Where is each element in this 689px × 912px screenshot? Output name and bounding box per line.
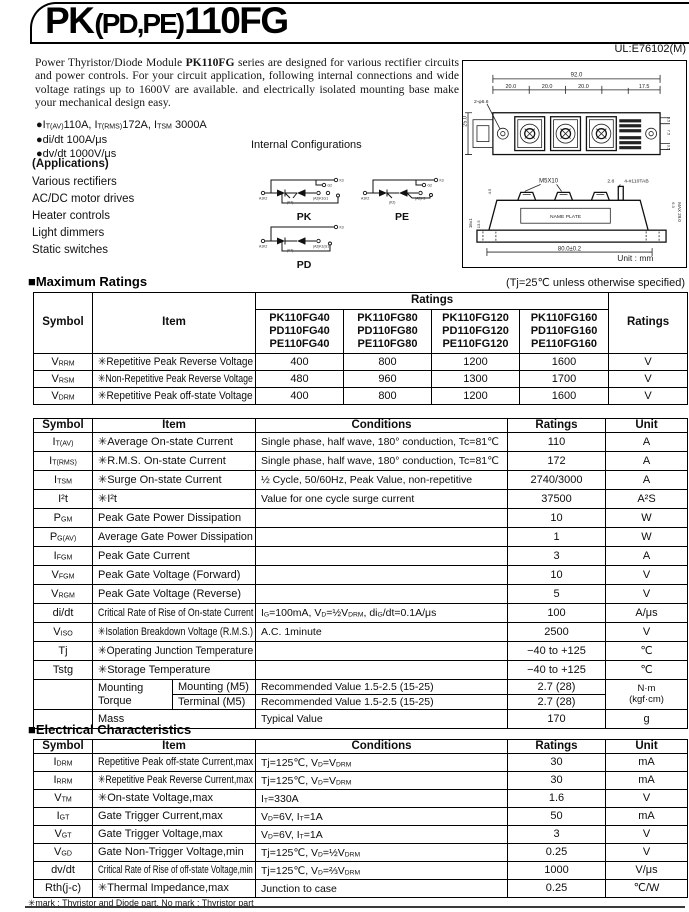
conditions-cell: Single phase, half wave, 180° conduction, Tc=81℃ xyxy=(256,452,508,471)
electrical-row xyxy=(34,844,688,862)
col-symbol: Symbol xyxy=(34,419,93,433)
electrical-row xyxy=(34,808,688,826)
conditions-cell: Tj=125℃, $V_D=V_{DRM}$ xyxy=(256,754,508,772)
ratings-cell: 2.7 (28) xyxy=(508,695,606,710)
dim-pitch-1: 20.0 xyxy=(505,83,517,90)
item-cell: ✳R.M.S. On-state Current xyxy=(93,452,256,471)
symbol-cell: dv/dt xyxy=(34,862,93,880)
electrical-row xyxy=(34,826,688,844)
conditions-cell: $V_D=6V$, $I_T=1A$ xyxy=(256,808,508,826)
ratings-cell: 1000 xyxy=(508,862,606,880)
ratings-cell: 2740/3000 xyxy=(508,471,606,490)
electrical-characteristics-header-row xyxy=(28,722,685,737)
unit-cell: V xyxy=(606,623,688,642)
ratings-row xyxy=(34,452,688,471)
ratings-cell: 5 xyxy=(508,585,606,604)
pk-terminal-top2-label: G2 xyxy=(327,183,333,188)
item-cell: ✳Storage Temperature xyxy=(93,661,256,680)
pd-terminal-right-label: (A2)K1(G1) xyxy=(313,244,331,249)
pe-circuit-diagram xyxy=(360,175,448,213)
symbol-cell: $I_{T(RMS)}$ xyxy=(34,452,93,471)
intro-paragraph: Power Thyristor/Diode Module PK110FG series are designed for various rectifier circuits and power controls. For your circuit application, following internal connections and wide voltage ratings up to 1600V are available. and electrically isolated mounting base make your mechanical design easy. xyxy=(35,56,459,110)
pd-terminal-top-label: K3 xyxy=(339,225,344,230)
ratings-cell: 170 xyxy=(508,710,606,729)
dim-overall-width: 92.0 xyxy=(570,72,583,79)
dim-right-4: 6.3 xyxy=(671,202,677,208)
dim-base-width: 80.0±0.2 xyxy=(557,246,582,253)
pd-terminal-mid-label: (K2) xyxy=(287,248,294,253)
item-cell: Repetitive Peak off-state Current,max xyxy=(93,754,256,772)
item-cell: ✳I²t xyxy=(93,490,256,509)
pk-terminal-left-label: A1K2 xyxy=(259,196,268,201)
ratings-row xyxy=(34,623,688,642)
conditions-cell: $I_T=330A$ xyxy=(256,790,508,808)
conditions-cell xyxy=(256,547,508,566)
symbol-cell: Tstg xyxy=(34,661,93,680)
symbol-cell: $I_{GT}$ xyxy=(34,808,93,826)
ratings-cell: 1.6 xyxy=(508,790,606,808)
outline-svg xyxy=(463,61,684,265)
pe-terminal-top2-label: G2 xyxy=(427,183,433,188)
ratings-cell: 30 xyxy=(508,754,606,772)
ul-file-number: UL:E76102(M) xyxy=(614,43,686,55)
ratings-cell: 50 xyxy=(508,808,606,826)
ratings-cell: 100 xyxy=(508,604,606,623)
item-cell: ✳On-state Voltage,max xyxy=(93,790,256,808)
conditions-cell: Tj=125℃, $V_D=\frac{1}{2}V_{DRM}$ xyxy=(256,844,508,862)
title-band xyxy=(30,2,689,44)
pe-diagram-label: PE xyxy=(394,211,409,223)
unit-cell: V xyxy=(609,388,688,405)
maximum-ratings-title: ■Maximum Ratings xyxy=(28,274,148,289)
col-ratings: Ratings xyxy=(508,740,606,754)
item-cell: Gate Non-Trigger Voltage,min xyxy=(93,844,256,862)
unit-cell: W xyxy=(606,528,688,547)
max-ratings-row xyxy=(34,388,688,405)
symbol-cell: $V_{RSM}$ xyxy=(34,371,93,388)
unit-cell: mA xyxy=(606,754,688,772)
ratings-row xyxy=(34,509,688,528)
unit-cell: g xyxy=(606,710,688,729)
item-cell: Mass xyxy=(93,710,256,729)
maximum-ratings-header-row xyxy=(28,274,685,289)
unit-cell: V xyxy=(609,371,688,388)
ratings-cell: 172 xyxy=(508,452,606,471)
ratings-cell: 37500 xyxy=(508,490,606,509)
symbol-cell-empty xyxy=(34,680,93,710)
col-ratings-group: Ratings xyxy=(256,293,609,310)
conditions-cell xyxy=(256,509,508,528)
ratings-row xyxy=(34,547,688,566)
unit-cell: V xyxy=(606,826,688,844)
col-item: Item xyxy=(93,293,256,354)
item-cell: Peak Gate Voltage (Reverse) xyxy=(93,585,256,604)
unit-cell: A xyxy=(606,433,688,452)
ratings-row xyxy=(34,585,688,604)
ratings-cell: 3 xyxy=(508,826,606,844)
item-cell: ✳Surge On-state Current xyxy=(93,471,256,490)
dim-left-3: 13.5 xyxy=(475,220,481,229)
dim-tab-offset: 17.5 xyxy=(638,83,650,90)
maximum-ratings-table xyxy=(33,292,688,405)
ratings-cell: 0.25 xyxy=(508,880,606,898)
value-cell: 1600 xyxy=(520,354,609,371)
ratings-cell: 10 xyxy=(508,566,606,585)
conditions-cell: Single phase, half wave, 180° conduction, Tc=81℃ xyxy=(256,433,508,452)
pk-terminal-mid-label: (K2) xyxy=(287,200,294,205)
item-cell: ✳Average On-state Current xyxy=(93,433,256,452)
application-item: AC/DC motor drives xyxy=(32,193,135,205)
col-conditions: Conditions xyxy=(256,740,508,754)
pe-terminal-mid-label: (K2) xyxy=(389,200,396,205)
value-cell: 400 xyxy=(256,354,344,371)
internal-configurations-heading: Internal Configurations xyxy=(251,139,362,151)
item-cell: ✳Repetitive Peak Reverse Current,max xyxy=(93,772,256,790)
ratings-cell: −40 to +125 xyxy=(508,642,606,661)
item-cell: Critical Rate of Rise of On-state Current xyxy=(93,604,256,623)
ratings-row xyxy=(34,528,688,547)
symbol-cell: $I_{RRM}$ xyxy=(34,772,93,790)
symbol-cell: $V_{GT}$ xyxy=(34,826,93,844)
page-title xyxy=(45,0,288,42)
symbol-cell: $V_{ISO}$ xyxy=(34,623,93,642)
unit-cell: V xyxy=(606,844,688,862)
dim-right-1: 3.5 xyxy=(666,116,672,123)
unit-cell: N·m (kgf·cm) xyxy=(606,680,688,710)
value-cell: 800 xyxy=(344,388,432,405)
item-cell: Gate Trigger Voltage,max xyxy=(93,826,256,844)
unit-cell: ℃ xyxy=(606,642,688,661)
model-group-cell: PK110FG160 PD110FG160 PE110FG160 xyxy=(520,310,609,354)
col-conditions: Conditions xyxy=(256,419,508,433)
conditions-cell: $V_D=6V$, $I_T=1A$ xyxy=(256,826,508,844)
symbol-cell: $I_{DRM}$ xyxy=(34,754,93,772)
symbol-cell: $V_{RRM}$ xyxy=(34,354,93,371)
pk-diagram-label: PK xyxy=(296,211,312,223)
col-symbol: Symbol xyxy=(34,293,93,354)
electrical-row xyxy=(34,862,688,880)
conditions-cell: Recommended Value 1.5-2.5 (15-25) xyxy=(256,695,508,710)
torque-sub-cell: Mounting (M5) xyxy=(173,680,256,695)
pk-circuit-diagram xyxy=(258,175,350,213)
dim-tab-thickness: 2.8 xyxy=(607,179,615,185)
dim-pitch-2: 20.0 xyxy=(541,83,553,90)
unit-cell: V xyxy=(609,354,688,371)
item-cell: ✳Repetitive Peak off-state Voltage xyxy=(93,388,256,405)
item-cell: Gate Trigger Current,max xyxy=(93,808,256,826)
conditions-cell: Tj=125℃, $V_D=\frac{2}{3}V_{DRM}$ xyxy=(256,862,508,880)
model-group-cell: PK110FG120 PD110FG120 PE110FG120 xyxy=(432,310,520,354)
conditions-cell: $I_G=100mA$, $V_D=\frac{1}{2}V_{DRM}$, $di_G/dt=0.1A/\mu s$ xyxy=(256,604,508,623)
dim-screw: M5X10 xyxy=(539,178,559,185)
col-item: Item xyxy=(93,419,256,433)
symbol-cell: $P_{GM}$ xyxy=(34,509,93,528)
conditions-cell: Tj=125℃, $V_D=V_{DRM}$ xyxy=(256,772,508,790)
value-cell: 400 xyxy=(256,388,344,405)
symbol-cell: I²t xyxy=(34,490,93,509)
mounting-torque-row xyxy=(34,680,688,695)
value-cell: 1700 xyxy=(520,371,609,388)
value-cell: 1600 xyxy=(520,388,609,405)
ratings-row xyxy=(34,490,688,509)
bottom-rule xyxy=(25,906,685,908)
dim-right-2: 7.5 xyxy=(666,129,672,136)
ratings-row xyxy=(34,642,688,661)
max-ratings-row xyxy=(34,354,688,371)
torque-sub-cell: Terminal (M5) xyxy=(173,695,256,710)
item-cell: Peak Gate Voltage (Forward) xyxy=(93,566,256,585)
pd-terminal-left-label: A1K2 xyxy=(259,244,268,249)
unit-cell: A xyxy=(606,471,688,490)
ratings-table xyxy=(33,418,688,729)
col-ratings: Ratings xyxy=(508,419,606,433)
title-suffix: 110FG xyxy=(184,0,288,41)
ratings-row xyxy=(34,433,688,452)
ratings-cell: 110 xyxy=(508,433,606,452)
conditions-cell: Value for one cycle surge current xyxy=(256,490,508,509)
dim-left-1: 4.5 xyxy=(486,188,492,195)
package-outline-drawing xyxy=(462,60,687,268)
electrical-characteristics-title: ■Electrical Characteristics xyxy=(28,722,192,737)
col-unit: Unit xyxy=(606,419,688,433)
symbol-cell: di/dt xyxy=(34,604,93,623)
electrical-row xyxy=(34,880,688,898)
unit-cell: V/μs xyxy=(606,862,688,880)
pk-terminal-right-label: (A2)K1G1 xyxy=(313,196,329,201)
conditions-cell xyxy=(256,528,508,547)
unit-cell: mA xyxy=(606,772,688,790)
item-cell: Average Gate Power Dissipation xyxy=(93,528,256,547)
ratings-row xyxy=(34,604,688,623)
pe-terminal-left-label: A1K2 xyxy=(361,196,370,201)
feature-bullet: $●I_{T(AV)}110A$, $I_{T(RMS)}172A$, $I_{TSM}$ 3000A xyxy=(36,119,207,131)
ratings-cell: −40 to +125 xyxy=(508,661,606,680)
symbol-cell: $V_{TM}$ xyxy=(34,790,93,808)
conditions-cell: Recommended Value 1.5-2.5 (15-25) xyxy=(256,680,508,695)
pe-terminal-top-label: K3 xyxy=(439,178,444,183)
ratings-cell: 3 xyxy=(508,547,606,566)
value-cell: 960 xyxy=(344,371,432,388)
applications-list xyxy=(32,174,134,259)
title-prefix: PK xyxy=(45,0,94,41)
feature-bullets xyxy=(36,119,207,162)
dim-right-5: MAX 29.0 xyxy=(676,202,682,222)
title-paren: (PD,PE) xyxy=(94,8,184,39)
unit-cell: A xyxy=(606,547,688,566)
dim-depth: 25.0 xyxy=(463,116,469,127)
conditions-cell xyxy=(256,642,508,661)
symbol-cell: $V_{RGM}$ xyxy=(34,585,93,604)
dim-hole-callout: 2-φ6.6 xyxy=(473,99,489,105)
col-item: Item xyxy=(93,740,256,754)
ratings-cell: 2.7 (28) xyxy=(508,680,606,695)
dim-pitch-3: 20.0 xyxy=(578,83,589,90)
pd-diagram-label: PD xyxy=(296,259,312,271)
applications-heading: (Applications) xyxy=(32,158,109,170)
model-group-cell: PK110FG80 PD110FG80 PE110FG80 xyxy=(344,310,432,354)
dim-right-3: 3.5 xyxy=(666,144,672,151)
model-group-cell: PK110FG40 PD110FG40 PE110FG40 xyxy=(256,310,344,354)
unit-cell: V xyxy=(606,566,688,585)
footnote: ✳mark : Thyristor and Diode part. No mark : Thyristor part xyxy=(28,898,254,908)
ratings-row xyxy=(34,661,688,680)
dim-tab-callout: 4-#110TAB xyxy=(624,179,649,185)
ratings-row xyxy=(34,471,688,490)
value-cell: 1200 xyxy=(432,388,520,405)
feature-bullet: ●di/dt 100A/μs xyxy=(36,134,108,147)
unit-cell: mA xyxy=(606,808,688,826)
ratings-cell: 0.25 xyxy=(508,844,606,862)
unit-note: Unit : mm xyxy=(617,253,654,264)
item-cell: Peak Gate Power Dissipation xyxy=(93,509,256,528)
pd-circuit-diagram xyxy=(258,221,350,261)
dim-left-2: 16±1 xyxy=(467,218,473,229)
conditions-cell: Junction to case xyxy=(256,880,508,898)
col-unit: Unit xyxy=(606,740,688,754)
conditions-cell xyxy=(256,661,508,680)
conditions-cell: ½ Cycle, 50/60Hz, Peak Value, non-repetitive xyxy=(256,471,508,490)
torque-group-cell: Mounting Torque xyxy=(93,680,173,710)
item-cell: ✳Repetitive Peak Reverse Voltage xyxy=(93,354,256,371)
symbol-cell: $I_{TSM}$ xyxy=(34,471,93,490)
condition-note: (Tj=25℃ unless otherwise specified) xyxy=(506,277,685,289)
pe-terminal-right-label: (A2)K1 xyxy=(415,196,426,201)
symbol-cell: $V_{GD}$ xyxy=(34,844,93,862)
electrical-row xyxy=(34,754,688,772)
pk-terminal-top-label: K3 xyxy=(339,178,344,183)
item-cell: ✳Non-Repetitive Peak Reverse Voltage xyxy=(93,371,256,388)
electrical-row xyxy=(34,790,688,808)
name-plate-label: NAME PLATE xyxy=(549,215,582,221)
ratings-cell: 10 xyxy=(508,509,606,528)
ratings-cell: 30 xyxy=(508,772,606,790)
unit-cell: A/μs xyxy=(606,604,688,623)
symbol-cell: $P_{G(AV)}$ xyxy=(34,528,93,547)
symbol-cell: $V_{FGM}$ xyxy=(34,566,93,585)
unit-cell: ℃/W xyxy=(606,880,688,898)
item-cell: Critical Rate of Rise of off-state Voltage,min xyxy=(93,862,256,880)
symbol-cell: $I_{FGM}$ xyxy=(34,547,93,566)
max-ratings-row xyxy=(34,371,688,388)
unit-cell: ℃ xyxy=(606,661,688,680)
conditions-cell: Typical Value xyxy=(256,710,508,729)
conditions-cell xyxy=(256,566,508,585)
item-cell: Peak Gate Current xyxy=(93,547,256,566)
value-cell: 1300 xyxy=(432,371,520,388)
symbol-cell: $V_{DRM}$ xyxy=(34,388,93,405)
symbol-cell: Rth(j-c) xyxy=(34,880,93,898)
ratings-cell: 1 xyxy=(508,528,606,547)
unit-cell: A xyxy=(606,452,688,471)
item-cell: ✳Isolation Breakdown Voltage (R.M.S.) xyxy=(93,623,256,642)
application-item: Static switches xyxy=(32,244,109,256)
feature-bullet: ●dv/dt 1000V/μs xyxy=(36,148,117,161)
application-item: Various rectifiers xyxy=(32,176,117,188)
conditions-cell: A.C. 1minute xyxy=(256,623,508,642)
value-cell: 800 xyxy=(344,354,432,371)
value-cell: 1200 xyxy=(432,354,520,371)
ratings-cell: 2500 xyxy=(508,623,606,642)
symbol-cell: Tj xyxy=(34,642,93,661)
unit-cell: W xyxy=(606,509,688,528)
col-ratings-unit: Ratings xyxy=(609,293,688,354)
electrical-characteristics-table xyxy=(33,739,688,898)
value-cell: 480 xyxy=(256,371,344,388)
col-symbol: Symbol xyxy=(34,740,93,754)
unit-cell: V xyxy=(606,585,688,604)
ratings-row xyxy=(34,566,688,585)
application-item: Heater controls xyxy=(32,210,110,222)
application-item: Light dimmers xyxy=(32,227,105,239)
symbol-cell: $I_{T(AV)}$ xyxy=(34,433,93,452)
item-cell: ✳Operating Junction Temperature xyxy=(93,642,256,661)
electrical-row xyxy=(34,772,688,790)
conditions-cell xyxy=(256,585,508,604)
unit-cell: A²S xyxy=(606,490,688,509)
item-cell: ✳Thermal Impedance,max xyxy=(93,880,256,898)
unit-cell: V xyxy=(606,790,688,808)
